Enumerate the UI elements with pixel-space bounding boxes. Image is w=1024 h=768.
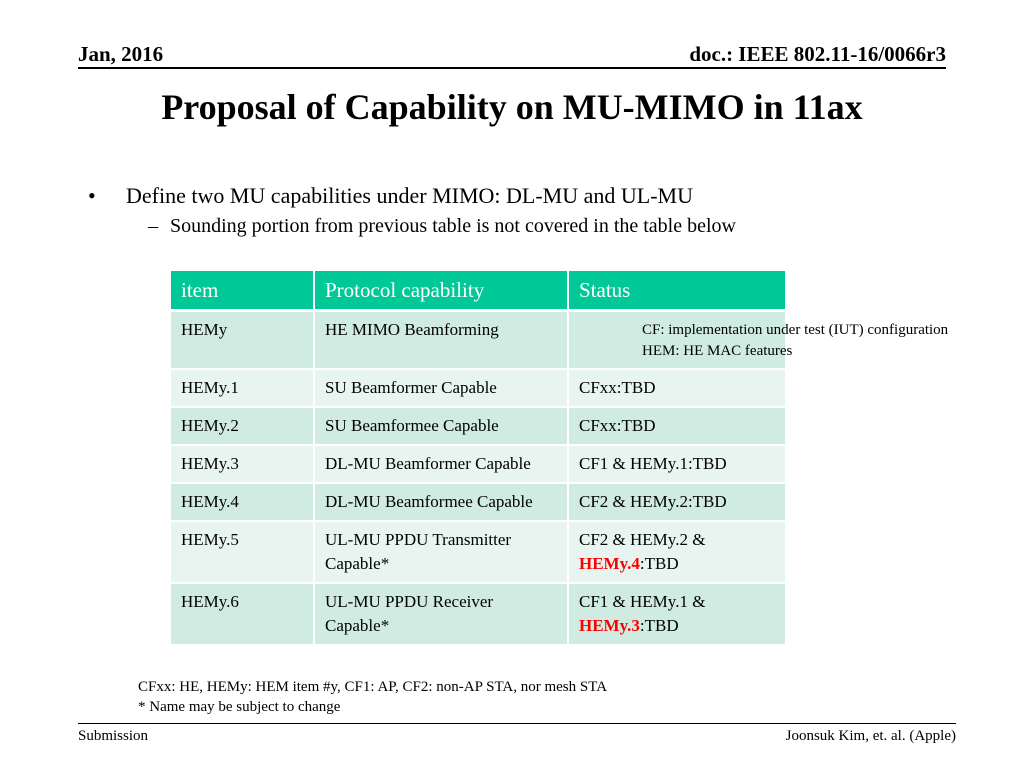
slide-title: Proposal of Capability on MU-MIMO in 11ax — [161, 87, 863, 127]
table-row — [171, 583, 785, 644]
cell-capability: DL-MU Beamformer Capable — [314, 445, 568, 483]
status-text: CF1 & HEMy.1 & — [579, 591, 706, 611]
status-suffix: :TBD — [639, 615, 679, 635]
status-text: CF2 & HEMy.2 & — [579, 529, 706, 549]
cell-status: CF1 & HEMy.1:TBD — [568, 445, 785, 483]
table-row — [171, 407, 785, 445]
cell-item: HEMy.6 — [171, 583, 314, 644]
status-suffix: :TBD — [639, 553, 679, 573]
bullet-main-text: Define two MU capabilities under MIMO: DL-MU and UL-MU — [126, 183, 693, 208]
status-highlight: HEMy.4 — [579, 553, 640, 573]
status-highlight: HEMy.3 — [579, 615, 640, 635]
header-doc-number: doc.: IEEE 802.11-16/0066r3 — [689, 42, 946, 66]
cell-capability: UL-MU PPDU Transmitter Capable* — [314, 521, 568, 583]
footer-submission: Submission — [78, 728, 149, 744]
cell-item: HEMy.1 — [171, 369, 314, 407]
cell-capability: HE MIMO Beamforming — [314, 311, 568, 369]
definition-note — [642, 320, 948, 362]
cell-capability: UL-MU PPDU Receiver Capable* — [314, 583, 568, 644]
cell-item: HEMy.4 — [171, 483, 314, 521]
header-divider — [78, 67, 946, 69]
note-line-cf: CF: implementation under test (IUT) configuration — [642, 322, 949, 338]
cell-item: HEMy.2 — [171, 407, 314, 445]
cell-item: HEMy.5 — [171, 521, 314, 583]
footnote-name-change: * Name may be subject to change — [138, 699, 341, 715]
cell-status: CFxx:TBD — [568, 407, 785, 445]
cell-capability: DL-MU Beamformee Capable — [314, 483, 568, 521]
bullet-marker: • — [88, 183, 96, 208]
cell-status: CF2 & HEMy.2:TBD — [568, 483, 785, 521]
cell-item: HEMy — [171, 311, 314, 369]
sub-bullet-marker: – — [148, 215, 158, 237]
footer-divider — [78, 723, 956, 724]
column-header-status: Status — [568, 271, 785, 311]
table-row — [171, 369, 785, 407]
header-date: Jan, 2016 — [78, 42, 164, 66]
cell-status: CFxx:TBD — [568, 369, 785, 407]
table-row — [171, 483, 785, 521]
table-row — [171, 521, 785, 583]
cell-status — [568, 583, 785, 644]
column-header-item: item — [171, 271, 314, 311]
cell-item: HEMy.3 — [171, 445, 314, 483]
note-line-hem: HEM: HE MAC features — [642, 343, 793, 359]
cell-capability: SU Beamformer Capable — [314, 369, 568, 407]
column-header-protocol-capability: Protocol capability — [314, 271, 568, 311]
footer-authors: Joonsuk Kim, et. al. (Apple) — [785, 728, 956, 744]
table-row — [171, 445, 785, 483]
footnote-legend: CFxx: HE, HEMy: HEM item #y, CF1: AP, CF2: non-AP STA, nor mesh STA — [138, 679, 608, 695]
sub-bullet-text: Sounding portion from previous table is not covered in the table below — [170, 215, 736, 237]
cell-status — [568, 521, 785, 583]
table-header-row — [171, 271, 785, 311]
cell-capability: SU Beamformee Capable — [314, 407, 568, 445]
